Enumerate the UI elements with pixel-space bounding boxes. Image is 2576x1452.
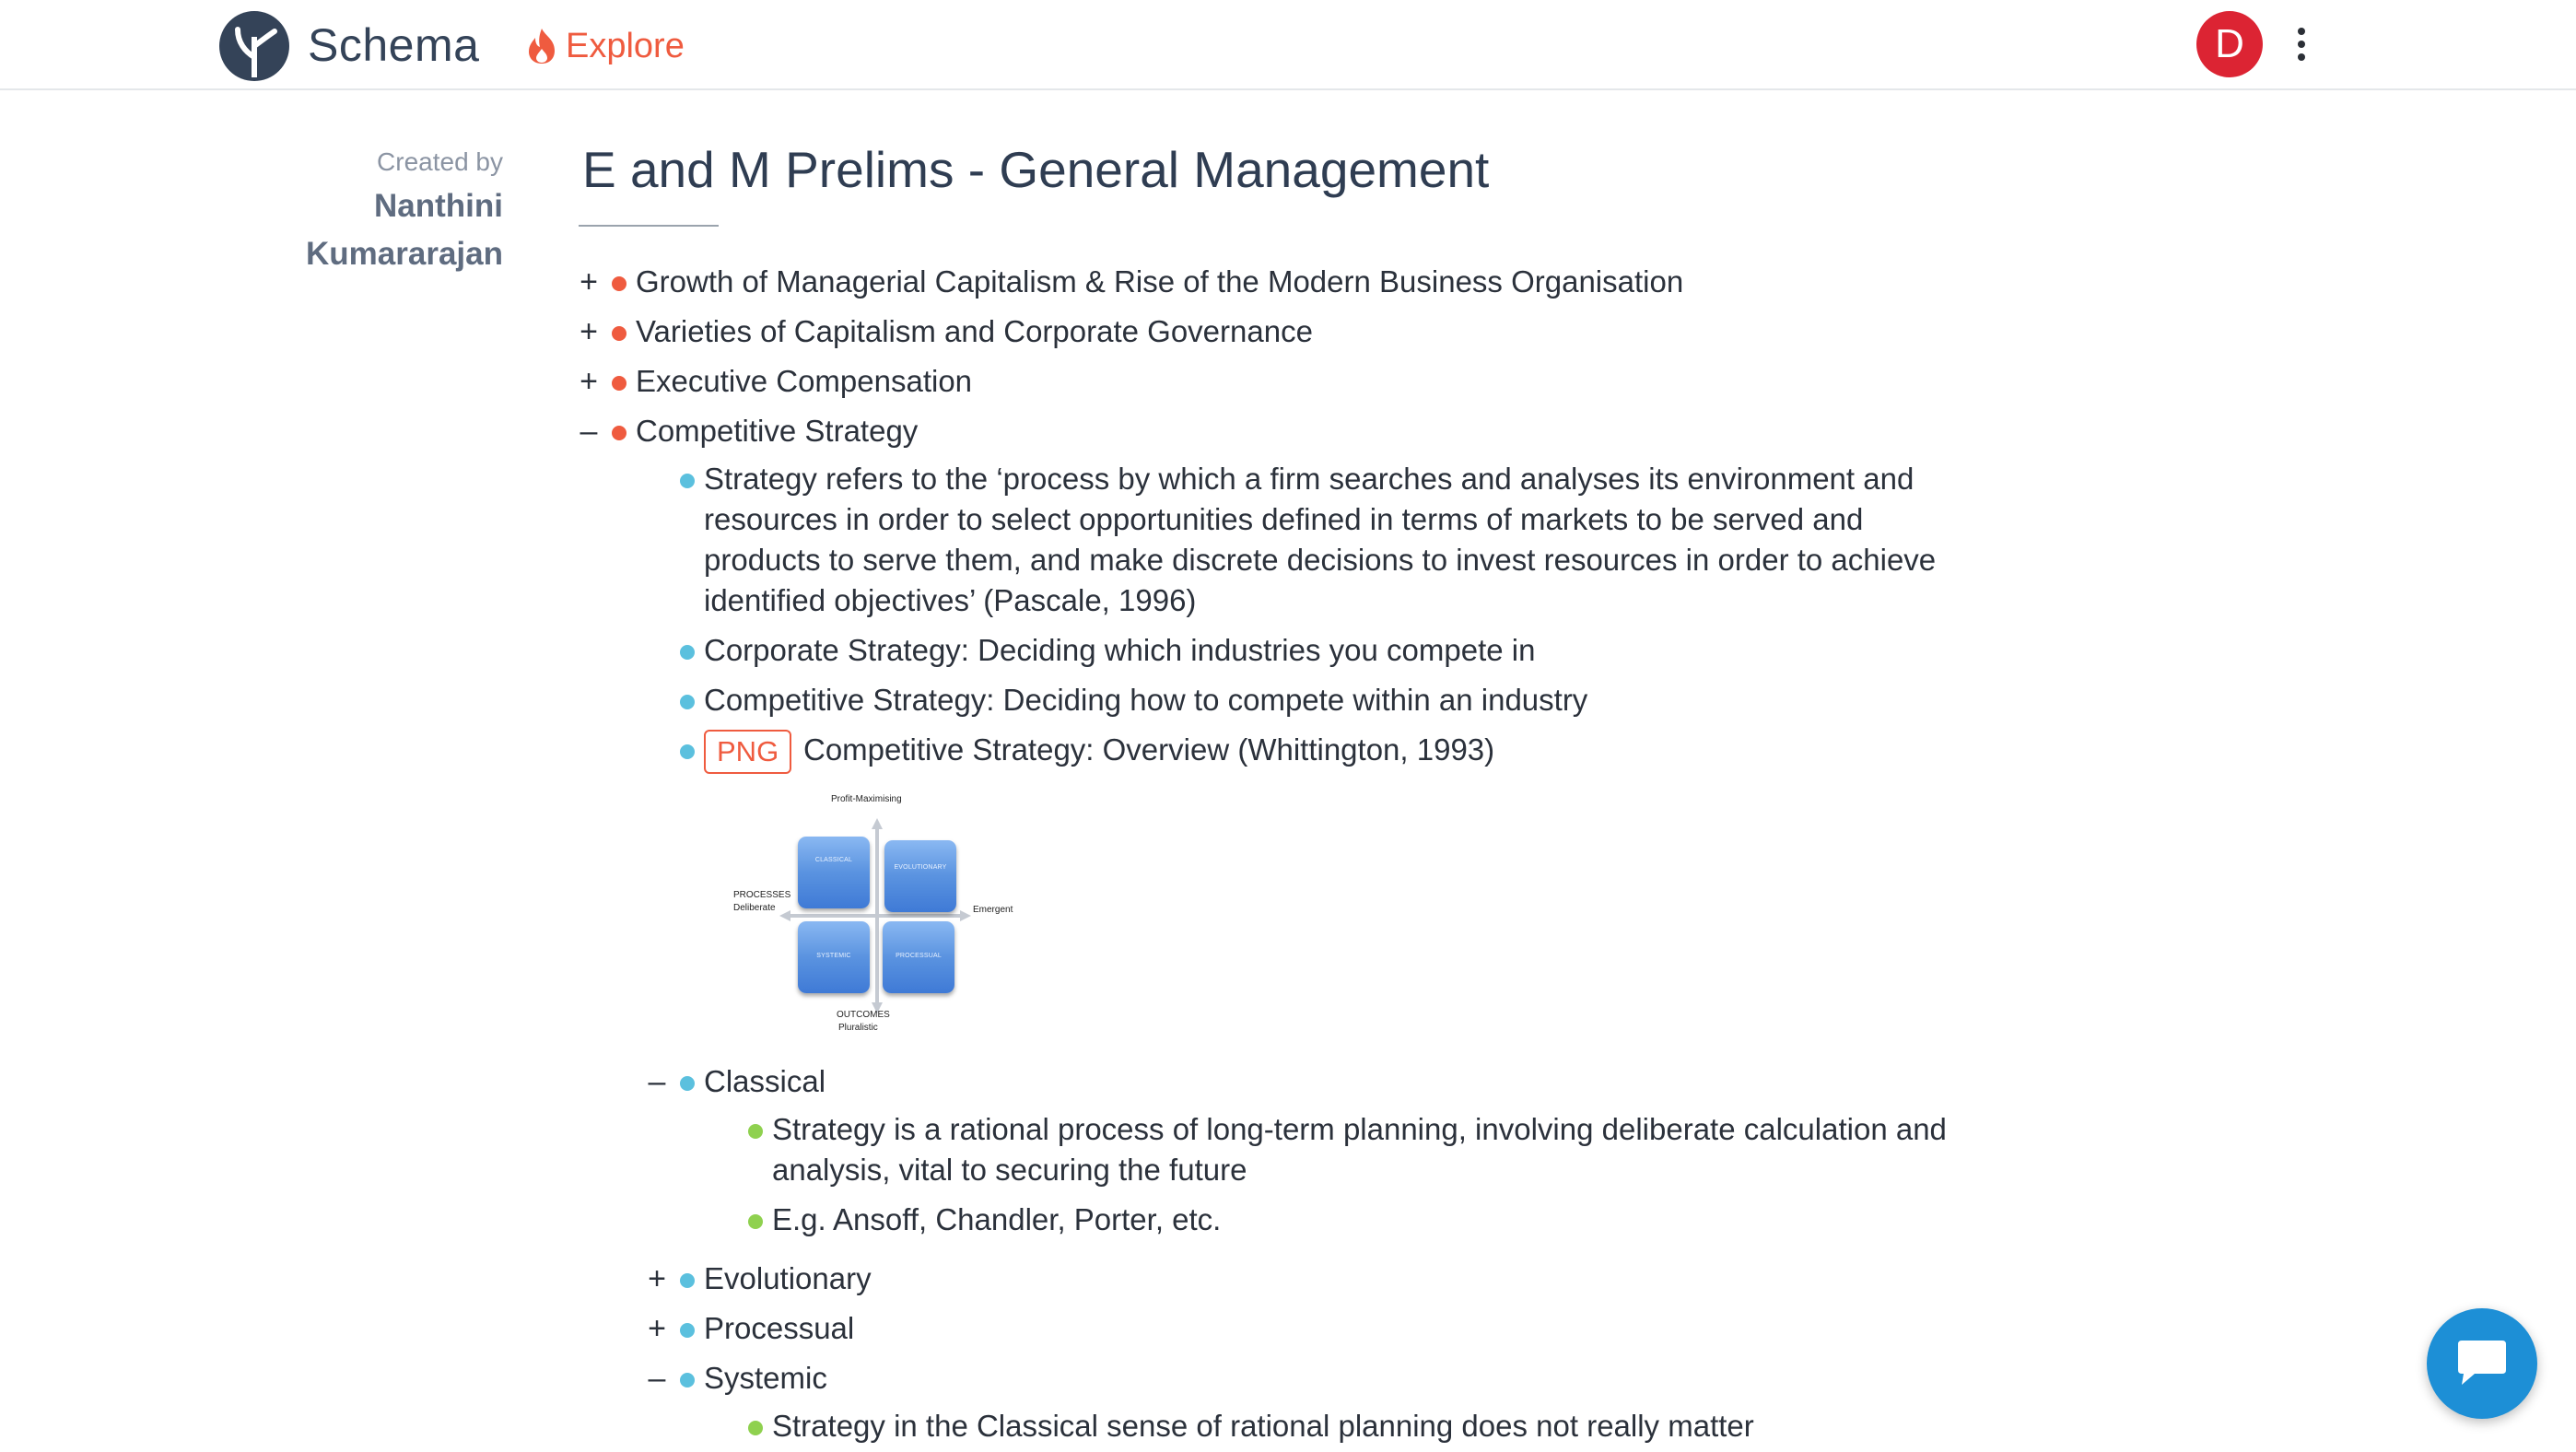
outline-item[interactable]: E.g. Ansoff, Chandler, Porter, etc.	[772, 1202, 1222, 1236]
bullet-dot[interactable]	[680, 1373, 695, 1388]
schema-logo-icon[interactable]	[217, 9, 291, 83]
page-title: E and M Prelims - General Management	[582, 141, 1490, 198]
quadrant-evolutionary: EVOLUTIONARY	[884, 840, 956, 912]
expand-toggle[interactable]: +	[648, 1261, 666, 1296]
bullet-dot[interactable]	[612, 376, 626, 391]
bullet-dot[interactable]	[748, 1124, 763, 1139]
author-name[interactable]	[227, 182, 503, 278]
chat-launcher-button[interactable]	[2427, 1308, 2537, 1419]
diagram-label-left-1: PROCESSES	[733, 890, 791, 900]
outline-item[interactable]: Executive Compensation	[636, 364, 973, 398]
bullet-dot[interactable]	[612, 326, 626, 341]
bullet-dot[interactable]	[680, 695, 695, 709]
flame-icon	[525, 27, 558, 65]
quadrant-systemic: SYSTEMIC	[798, 921, 870, 993]
collapse-toggle[interactable]: –	[580, 414, 598, 449]
collapse-toggle[interactable]: –	[648, 1361, 666, 1396]
outline-item[interactable]: Competitive Strategy	[636, 414, 919, 448]
diagram-label-top: Profit-Maximising	[831, 794, 902, 804]
bullet-dot[interactable]	[680, 1273, 695, 1288]
expand-toggle[interactable]: +	[648, 1311, 666, 1346]
created-by-label: Created by	[377, 147, 503, 176]
png-attachment-badge[interactable]: PNG	[704, 730, 791, 774]
bullet-dot[interactable]	[680, 1323, 695, 1338]
outline-item[interactable]: Evolutionary	[704, 1261, 872, 1295]
quadrant-classical: CLASSICAL	[798, 837, 870, 908]
bullet-dot[interactable]	[748, 1214, 763, 1229]
user-avatar[interactable]: D	[2196, 11, 2263, 77]
quadrant-processual: PROCESSUAL	[883, 921, 954, 993]
outline-item[interactable]: Processual	[704, 1311, 855, 1345]
explore-link[interactable]	[525, 20, 685, 72]
bullet-dot[interactable]	[680, 474, 695, 488]
diagram-label-left-2: Deliberate	[733, 903, 776, 913]
author-name-line1: Nanthini	[374, 188, 503, 224]
bullet-dot[interactable]	[612, 426, 626, 440]
outline-item[interactable]: Strategy in the Classical sense of rational planning does not really matter	[772, 1409, 1754, 1443]
bullet-dot[interactable]	[612, 276, 626, 291]
outline-item[interactable]: Classical	[704, 1064, 826, 1098]
expand-toggle[interactable]: +	[580, 364, 598, 399]
diagram-label-right: Emergent	[973, 905, 1013, 915]
diagram-label-bottom-2: Pluralistic	[838, 1023, 878, 1033]
expand-toggle[interactable]: +	[580, 314, 598, 349]
diagram-label-bottom-1: OUTCOMES	[837, 1010, 890, 1020]
outline-item[interactable]: Competitive Strategy: Overview (Whittington, 1993)	[803, 732, 1495, 767]
top-navigation-bar	[0, 0, 2576, 90]
collapse-toggle[interactable]: –	[648, 1064, 666, 1099]
outline-item[interactable]: Strategy refers to the ‘process by which a firm searches and analyses its environment and resources in order to select opportunities defined in terms of markets to be served and products to serve them, and make discrete decisions to invest resources in order to achieve identified objectives’ (Pascale, 1996)	[704, 462, 1937, 617]
expand-toggle[interactable]: +	[580, 264, 598, 299]
bullet-dot[interactable]	[748, 1421, 763, 1435]
explore-label: Explore	[566, 26, 685, 65]
outline-item[interactable]: Systemic	[704, 1361, 827, 1395]
outline-item[interactable]: Competitive Strategy: Deciding how to compete within an industry	[704, 683, 1588, 717]
more-options-icon[interactable]	[2283, 22, 2320, 66]
author-name-line2: Kumararajan	[306, 236, 503, 272]
outline-item[interactable]: Corporate Strategy: Deciding which industries you compete in	[704, 633, 1536, 667]
brand-name[interactable]: Schema	[308, 19, 480, 71]
outline-item[interactable]: Growth of Managerial Capitalism & Rise of the Modern Business Organisation	[636, 264, 1684, 299]
strategy-overview-image[interactable]	[728, 785, 1032, 1043]
bullet-dot[interactable]	[680, 645, 695, 660]
outline-item[interactable]: Varieties of Capitalism and Corporate Governance	[636, 314, 1313, 348]
bullet-dot[interactable]	[680, 744, 695, 759]
bullet-dot[interactable]	[680, 1076, 695, 1091]
chat-icon	[2454, 1339, 2510, 1388]
outline-item[interactable]: Strategy is a rational process of long-term planning, involving deliberate calculation and analysis, vital to securing the future	[772, 1112, 1947, 1187]
title-divider	[579, 225, 719, 227]
